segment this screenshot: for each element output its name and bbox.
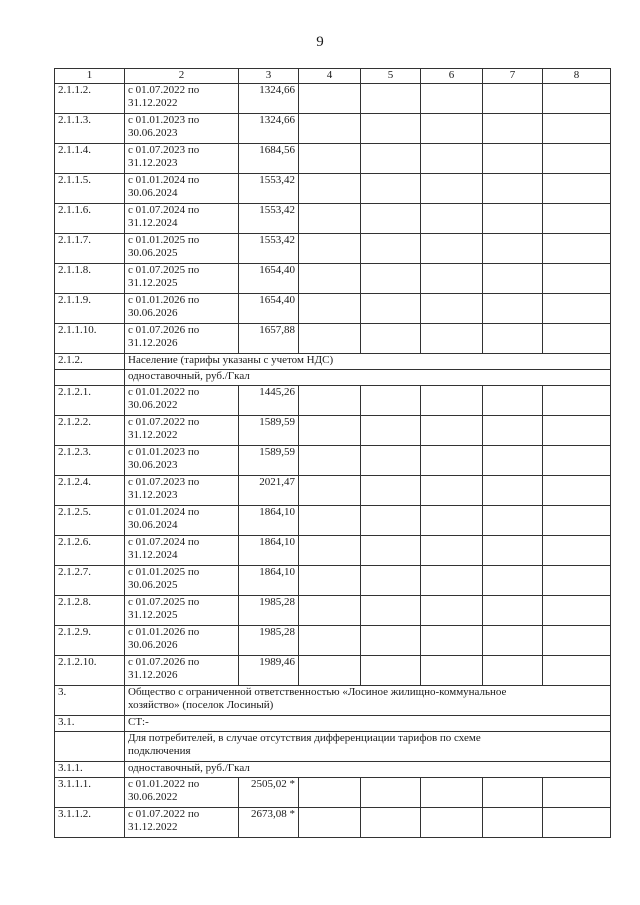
period-cell [125, 536, 239, 566]
empty-cell [361, 84, 421, 114]
empty-cell [421, 626, 483, 656]
empty-cell [299, 416, 361, 446]
empty-cell [299, 596, 361, 626]
header-cell: 4 [299, 69, 361, 84]
empty-cell [299, 446, 361, 476]
empty-cell [361, 174, 421, 204]
period-cell [125, 114, 239, 144]
text-line: 31.12.2022 [128, 429, 178, 441]
empty-cell [543, 596, 611, 626]
text-line: с 01.01.2024 по [128, 174, 200, 186]
empty-cell [483, 114, 543, 144]
table-row [55, 656, 611, 686]
row-number: 2.1.1.4. [55, 144, 125, 174]
tariff-value: 1684,56 [239, 144, 299, 174]
period-cell [125, 778, 239, 808]
tariff-value: 1654,40 [239, 264, 299, 294]
empty-cell [543, 174, 611, 204]
empty-cell [299, 294, 361, 324]
tariff-value: 1864,10 [239, 536, 299, 566]
row-number: 2.1.1.5. [55, 174, 125, 204]
empty-cell [299, 324, 361, 354]
text-line: 30.06.2022 [128, 399, 178, 411]
header-cell: 1 [55, 69, 125, 84]
tariff-value: 1589,59 [239, 446, 299, 476]
empty-cell [421, 778, 483, 808]
row-number: 2.1.2. [55, 354, 125, 370]
text-line: с 01.01.2025 по [128, 566, 200, 578]
text-line: с 01.07.2024 по [128, 536, 200, 548]
empty-cell [361, 566, 421, 596]
empty-cell [361, 144, 421, 174]
text-line: 31.12.2025 [128, 609, 178, 621]
empty-cell [483, 174, 543, 204]
empty-cell [361, 536, 421, 566]
section-text: одноставочный, руб./Гкал [125, 762, 611, 778]
empty-cell [361, 656, 421, 686]
empty-cell [361, 204, 421, 234]
period-cell [125, 626, 239, 656]
empty-cell [543, 446, 611, 476]
tariff-value: 1989,46 [239, 656, 299, 686]
empty-cell [299, 234, 361, 264]
text-line: с 01.01.2023 по [128, 114, 200, 126]
table-row [55, 446, 611, 476]
period-cell [125, 324, 239, 354]
period-cell [125, 476, 239, 506]
empty-cell [421, 506, 483, 536]
empty-cell [299, 204, 361, 234]
table-row [55, 566, 611, 596]
empty-cell [483, 778, 543, 808]
empty-cell [299, 386, 361, 416]
row-number: 2.1.1.8. [55, 264, 125, 294]
empty-cell [361, 294, 421, 324]
empty-cell [361, 386, 421, 416]
row-number: 2.1.2.10. [55, 656, 125, 686]
tariff-value: 1324,66 [239, 84, 299, 114]
table-row [55, 386, 611, 416]
empty-cell [361, 808, 421, 838]
text-line: с 01.01.2023 по [128, 446, 200, 458]
text-line: с 01.01.2022 по [128, 386, 200, 398]
empty-cell [421, 536, 483, 566]
table-row [55, 324, 611, 354]
empty-cell [361, 778, 421, 808]
tariff-value: 2673,08 * [239, 808, 299, 838]
empty-cell [543, 386, 611, 416]
empty-cell [543, 626, 611, 656]
empty-cell [483, 476, 543, 506]
empty-cell [421, 596, 483, 626]
row-number: 2.1.2.4. [55, 476, 125, 506]
empty-cell [421, 446, 483, 476]
section-text [125, 732, 611, 762]
period-cell [125, 656, 239, 686]
empty-cell [361, 596, 421, 626]
text-line: 31.12.2023 [128, 489, 178, 501]
tariff-value: 1324,66 [239, 114, 299, 144]
tariff-value: 1985,28 [239, 596, 299, 626]
empty-cell [483, 324, 543, 354]
empty-cell [483, 386, 543, 416]
empty-cell [543, 506, 611, 536]
text-line: с 01.07.2022 по [128, 416, 200, 428]
header-cell: 8 [543, 69, 611, 84]
row-number: 2.1.1.2. [55, 84, 125, 114]
text-line: 31.12.2023 [128, 157, 178, 169]
tariff-value: 1553,42 [239, 174, 299, 204]
text-line: 30.06.2025 [128, 247, 178, 259]
empty-cell [299, 174, 361, 204]
tariff-value: 1657,88 [239, 324, 299, 354]
table-row [55, 174, 611, 204]
empty-cell [483, 264, 543, 294]
table-row [55, 234, 611, 264]
empty-cell [299, 506, 361, 536]
empty-cell [299, 144, 361, 174]
empty-cell [483, 808, 543, 838]
text-line: 30.06.2025 [128, 579, 178, 591]
text-line: с 01.07.2022 по [128, 84, 200, 96]
empty-cell [421, 234, 483, 264]
empty-cell [361, 626, 421, 656]
empty-cell [483, 446, 543, 476]
text-line: 30.06.2024 [128, 519, 178, 531]
text-line: с 01.07.2024 по [128, 204, 200, 216]
tariff-value: 1445,26 [239, 386, 299, 416]
row-number: 2.1.1.10. [55, 324, 125, 354]
text-line: с 01.07.2023 по [128, 476, 200, 488]
row-number [55, 732, 125, 762]
text-line: 30.06.2026 [128, 639, 178, 651]
empty-cell [543, 114, 611, 144]
empty-cell [361, 506, 421, 536]
empty-cell [421, 656, 483, 686]
text-line: Для потребителей, в случае отсутствия дифференциации тарифов по схеме [128, 732, 481, 744]
tariff-value: 2505,02 * [239, 778, 299, 808]
empty-cell [543, 294, 611, 324]
section-row [55, 716, 611, 732]
empty-cell [421, 114, 483, 144]
empty-cell [543, 476, 611, 506]
row-number: 2.1.1.7. [55, 234, 125, 264]
empty-cell [421, 84, 483, 114]
table-row [55, 596, 611, 626]
table-row [55, 84, 611, 114]
empty-cell [361, 446, 421, 476]
empty-cell [421, 144, 483, 174]
header-cell: 7 [483, 69, 543, 84]
row-number: 2.1.2.8. [55, 596, 125, 626]
empty-cell [421, 204, 483, 234]
table-row [55, 144, 611, 174]
empty-cell [483, 234, 543, 264]
empty-cell [483, 416, 543, 446]
section-text: одноставочный, руб./Гкал [125, 370, 611, 386]
row-number: 3.1.1.2. [55, 808, 125, 838]
section-text [125, 686, 611, 716]
empty-cell [299, 566, 361, 596]
row-number: 3.1.1. [55, 762, 125, 778]
row-number: 3.1. [55, 716, 125, 732]
row-number: 2.1.2.6. [55, 536, 125, 566]
row-number: 2.1.2.3. [55, 446, 125, 476]
text-line: 31.12.2024 [128, 217, 178, 229]
period-cell [125, 596, 239, 626]
empty-cell [483, 506, 543, 536]
tariff-value: 1864,10 [239, 566, 299, 596]
tariff-value: 2021,47 [239, 476, 299, 506]
period-cell [125, 446, 239, 476]
empty-cell [299, 536, 361, 566]
text-line: с 01.07.2026 по [128, 656, 200, 668]
text-line: 31.12.2025 [128, 277, 178, 289]
row-number: 2.1.2.7. [55, 566, 125, 596]
empty-cell [483, 536, 543, 566]
empty-cell [483, 656, 543, 686]
empty-cell [421, 324, 483, 354]
period-cell [125, 416, 239, 446]
section-text: Население (тарифы указаны с учетом НДС) [125, 354, 611, 370]
period-cell [125, 386, 239, 416]
empty-cell [543, 264, 611, 294]
row-number: 3.1.1.1. [55, 778, 125, 808]
empty-cell [483, 204, 543, 234]
period-cell [125, 506, 239, 536]
text-line: с 01.01.2026 по [128, 626, 200, 638]
empty-cell [299, 656, 361, 686]
tariff-value: 1553,42 [239, 234, 299, 264]
period-cell [125, 234, 239, 264]
text-line: 31.12.2026 [128, 669, 178, 681]
table-row [55, 204, 611, 234]
empty-cell [361, 114, 421, 144]
empty-cell [543, 234, 611, 264]
row-number: 2.1.2.1. [55, 386, 125, 416]
empty-cell [543, 144, 611, 174]
row-number: 2.1.2.5. [55, 506, 125, 536]
tariff-value: 1589,59 [239, 416, 299, 446]
empty-cell [483, 596, 543, 626]
text-line: 30.06.2024 [128, 187, 178, 199]
empty-cell [421, 174, 483, 204]
section-row [55, 686, 611, 716]
empty-cell [543, 656, 611, 686]
empty-cell [361, 264, 421, 294]
table-row [55, 294, 611, 324]
row-number: 3. [55, 686, 125, 716]
period-cell [125, 808, 239, 838]
period-cell [125, 84, 239, 114]
empty-cell [299, 476, 361, 506]
row-number [55, 370, 125, 386]
empty-cell [483, 84, 543, 114]
empty-cell [543, 204, 611, 234]
empty-cell [299, 626, 361, 656]
period-cell [125, 174, 239, 204]
row-number: 2.1.2.2. [55, 416, 125, 446]
table-row [55, 778, 611, 808]
empty-cell [299, 808, 361, 838]
header-cell: 2 [125, 69, 239, 84]
text-line: с 01.07.2025 по [128, 596, 200, 608]
empty-cell [299, 114, 361, 144]
text-line: с 01.07.2025 по [128, 264, 200, 276]
empty-cell [299, 778, 361, 808]
empty-cell [543, 808, 611, 838]
empty-cell [421, 386, 483, 416]
empty-cell [421, 294, 483, 324]
period-cell [125, 294, 239, 324]
empty-cell [421, 566, 483, 596]
empty-cell [299, 84, 361, 114]
table-row [55, 114, 611, 144]
row-number: 2.1.1.3. [55, 114, 125, 144]
empty-cell [483, 566, 543, 596]
row-number: 2.1.2.9. [55, 626, 125, 656]
empty-cell [361, 416, 421, 446]
text-line: Общество с ограниченной ответственностью «Лосиное жилищно-коммунальное [128, 686, 507, 698]
empty-cell [483, 294, 543, 324]
text-line: с 01.01.2026 по [128, 294, 200, 306]
table-row [55, 416, 611, 446]
table-row [55, 264, 611, 294]
section-row [55, 762, 611, 778]
empty-cell [299, 264, 361, 294]
section-row [55, 354, 611, 370]
page-number: 9 [316, 34, 324, 50]
empty-cell [361, 234, 421, 264]
period-cell [125, 566, 239, 596]
text-line: с 01.01.2025 по [128, 234, 200, 246]
section-row [55, 732, 611, 762]
period-cell [125, 204, 239, 234]
empty-cell [543, 416, 611, 446]
header-cell: 6 [421, 69, 483, 84]
empty-cell [483, 144, 543, 174]
tariff-value: 1553,42 [239, 204, 299, 234]
table-row [55, 506, 611, 536]
empty-cell [421, 808, 483, 838]
text-line: 30.06.2023 [128, 127, 178, 139]
text-line: подключения [128, 745, 191, 757]
section-text: СТ:- [125, 716, 611, 732]
table-row [55, 626, 611, 656]
table-row [55, 808, 611, 838]
text-line: 31.12.2026 [128, 337, 178, 349]
section-row [55, 370, 611, 386]
empty-cell [483, 626, 543, 656]
text-line: 31.12.2022 [128, 821, 178, 833]
tariff-value: 1654,40 [239, 294, 299, 324]
text-line: 31.12.2022 [128, 97, 178, 109]
tariff-value: 1985,28 [239, 626, 299, 656]
empty-cell [543, 778, 611, 808]
tariff-table [54, 68, 611, 838]
period-cell [125, 144, 239, 174]
empty-cell [543, 324, 611, 354]
period-cell [125, 264, 239, 294]
text-line: с 01.01.2022 по [128, 778, 200, 790]
tariff-value: 1864,10 [239, 506, 299, 536]
text-line: 30.06.2026 [128, 307, 178, 319]
header-cell: 3 [239, 69, 299, 84]
table-row [55, 476, 611, 506]
text-line: 30.06.2023 [128, 459, 178, 471]
empty-cell [361, 324, 421, 354]
empty-cell [421, 264, 483, 294]
text-line: с 01.01.2024 по [128, 506, 200, 518]
text-line: с 01.07.2026 по [128, 324, 200, 336]
row-number: 2.1.1.9. [55, 294, 125, 324]
text-line: хозяйство» (поселок Лосиный) [128, 699, 274, 711]
text-line: 31.12.2024 [128, 549, 178, 561]
header-cell: 5 [361, 69, 421, 84]
empty-cell [361, 476, 421, 506]
header-row [55, 69, 611, 84]
empty-cell [543, 536, 611, 566]
empty-cell [421, 416, 483, 446]
text-line: с 01.07.2022 по [128, 808, 200, 820]
empty-cell [543, 566, 611, 596]
empty-cell [543, 84, 611, 114]
table-row [55, 536, 611, 566]
empty-cell [421, 476, 483, 506]
text-line: 30.06.2022 [128, 791, 178, 803]
row-number: 2.1.1.6. [55, 204, 125, 234]
text-line: с 01.07.2023 по [128, 144, 200, 156]
